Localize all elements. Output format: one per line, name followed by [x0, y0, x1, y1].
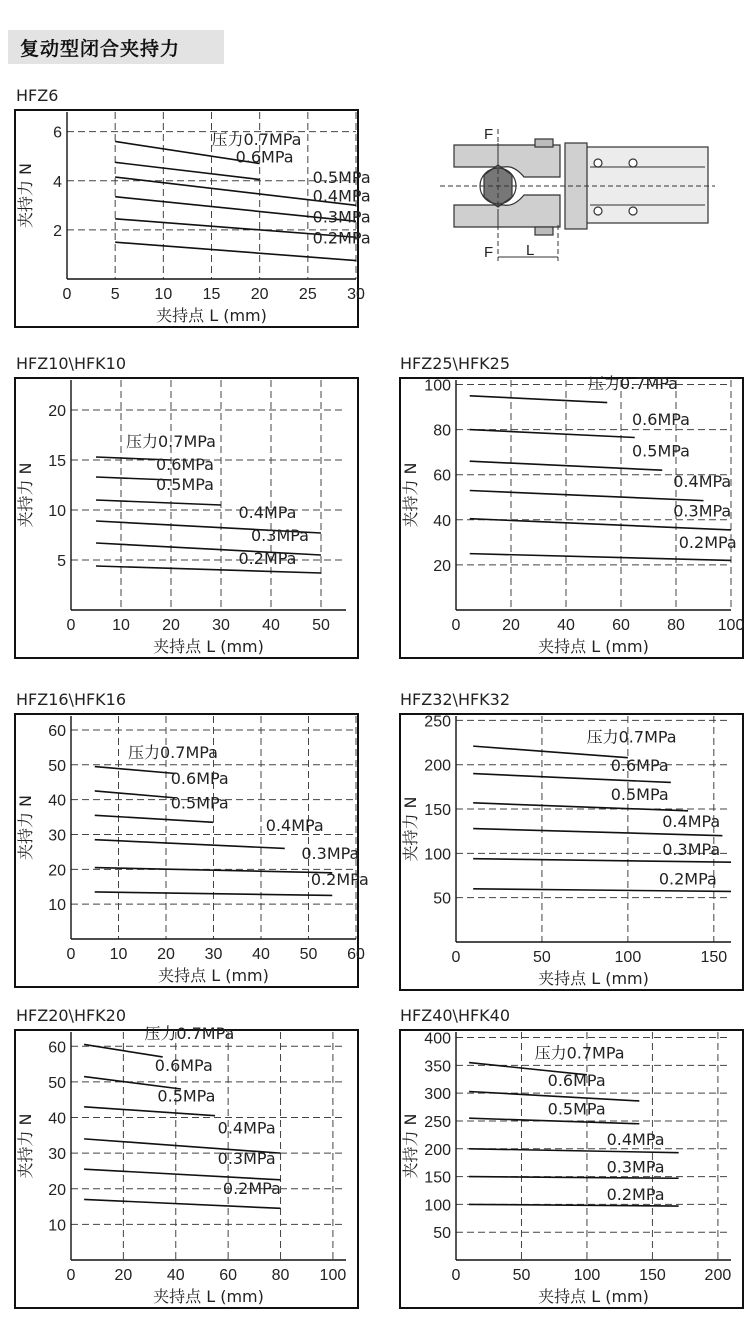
series-label-0.7MPa: 压力0.7MPa	[534, 1043, 625, 1063]
x-tick-label: 20	[162, 617, 180, 634]
y-axis-label: 夹持力 N	[16, 462, 35, 528]
x-tick-label: 0	[66, 1267, 76, 1284]
y-tick-label: 2	[53, 222, 62, 240]
series-label-0.3MPa: 0.3MPa	[217, 1148, 276, 1168]
series-label-0.5MPa: 0.5MPa	[157, 1086, 216, 1106]
y-tick-label: 80	[433, 422, 451, 440]
series-label-0.7MPa: 压力0.7MPa	[144, 1024, 235, 1044]
series-label-0.3MPa: 0.3MPa	[606, 1157, 665, 1177]
chart-title-hfz20: HFZ20\HFK20	[16, 1006, 127, 1025]
y-tick-label: 30	[48, 1146, 66, 1164]
y-tick-label: 20	[48, 862, 66, 880]
y-tick-label: 150	[424, 1169, 451, 1187]
x-tick-label: 20	[114, 1267, 133, 1284]
y-tick-label: 200	[424, 757, 451, 775]
x-tick-label: 30	[347, 286, 365, 303]
y-tick-label: 60	[48, 722, 66, 740]
page-title: 复动型闭合夹持力	[20, 38, 181, 60]
y-axis-label: 夹持力 N	[401, 462, 420, 528]
y-tick-label: 4	[53, 173, 62, 191]
series-label-0.4MPa: 0.4MPa	[238, 503, 297, 522]
x-tick-label: 50	[312, 617, 330, 634]
y-tick-label: 10	[48, 1217, 66, 1235]
series-label-0.6MPa: 0.6MPa	[235, 147, 294, 167]
chart-6	[400, 1030, 743, 1308]
series-label-0.4MPa: 0.4MPa	[673, 472, 732, 492]
x-tick-label: 0	[451, 949, 461, 966]
series-label-0.5MPa: 0.5MPa	[312, 168, 371, 188]
x-tick-label: 0	[451, 1267, 461, 1284]
series-label-0.5MPa: 0.5MPa	[547, 1099, 606, 1119]
series-label-0.4MPa: 0.4MPa	[662, 811, 721, 831]
series-label-0.3MPa: 0.3MPa	[251, 526, 309, 545]
chart-title-hfz6: HFZ6	[16, 86, 59, 105]
x-axis-label: 夹持点 L (mm)	[538, 969, 649, 988]
y-tick-label: 200	[424, 1141, 451, 1159]
x-tick-label: 10	[154, 286, 173, 303]
x-axis-label: 夹持点 L (mm)	[538, 637, 649, 656]
chart-0	[15, 110, 371, 327]
y-tick-label: 100	[424, 846, 451, 864]
series-label-0.2MPa: 0.2MPa	[658, 869, 717, 889]
series-label-0.2MPa: 0.2MPa	[678, 532, 737, 552]
chart-4	[400, 713, 743, 990]
x-tick-label: 60	[612, 617, 630, 634]
y-tick-label: 10	[48, 897, 66, 915]
x-tick-label: 10	[109, 946, 128, 963]
y-tick-label: 50	[48, 1074, 66, 1092]
series-label-0.4MPa: 0.4MPa	[312, 186, 371, 206]
x-tick-label: 50	[533, 949, 551, 966]
series-label-0.5MPa: 0.5MPa	[632, 441, 690, 461]
x-tick-label: 5	[110, 286, 120, 303]
chart-title-hfz40: HFZ40\HFK40	[400, 1006, 511, 1025]
series-label-0.4MPa: 0.4MPa	[265, 815, 324, 835]
x-tick-label: 50	[512, 1267, 531, 1284]
chart-3	[15, 714, 369, 987]
series-label-0.2MPa: 0.2MPa	[606, 1184, 665, 1204]
series-label-0.2MPa: 0.2MPa	[222, 1179, 281, 1199]
chart-1	[15, 378, 358, 658]
x-axis-label: 夹持点 L (mm)	[153, 637, 264, 656]
chart-title-hfz25: HFZ25\HFK25	[400, 354, 511, 373]
y-tick-label: 60	[433, 467, 451, 485]
series-label-0.6MPa: 0.6MPa	[154, 1056, 213, 1076]
x-axis-label: 夹持点 L (mm)	[538, 1287, 649, 1306]
y-tick-label: 20	[48, 1181, 66, 1199]
x-tick-label: 40	[166, 1267, 185, 1284]
series-label-0.4MPa: 0.4MPa	[217, 1118, 276, 1138]
series-label-0.3MPa: 0.3MPa	[312, 207, 371, 227]
chart-title-hfz32: HFZ32\HFK32	[400, 690, 511, 709]
x-tick-label: 100	[717, 617, 745, 634]
y-tick-label: 15	[48, 453, 66, 470]
x-tick-label: 40	[262, 617, 280, 634]
y-tick-label: 20	[48, 403, 66, 420]
chart-title-hfz16: HFZ16\HFK16	[16, 690, 127, 709]
series-label-0.3MPa: 0.3MPa	[662, 840, 721, 860]
x-axis-label: 夹持点 L (mm)	[153, 1287, 264, 1306]
x-tick-label: 150	[700, 949, 728, 966]
y-tick-label: 150	[424, 802, 451, 820]
series-label-0.2MPa: 0.2MPa	[238, 549, 297, 568]
y-tick-label: 250	[424, 1113, 451, 1131]
series-label-0.6MPa: 0.6MPa	[632, 410, 690, 430]
x-tick-label: 40	[557, 617, 575, 634]
chart-title-hfz10: HFZ10\HFK10	[16, 354, 127, 373]
y-tick-label: 60	[48, 1039, 66, 1057]
series-label-0.7MPa: 压力0.7MPa	[211, 130, 302, 150]
force-label-bottom: F	[484, 244, 494, 261]
y-tick-label: 250	[424, 713, 451, 731]
series-label-0.3MPa: 0.3MPa	[301, 843, 360, 863]
y-tick-label: 100	[424, 1197, 451, 1215]
x-tick-label: 0	[451, 617, 461, 634]
y-tick-label: 350	[424, 1058, 451, 1076]
series-label-0.6MPa: 0.6MPa	[156, 455, 214, 474]
x-tick-label: 0	[66, 946, 76, 963]
y-tick-label: 40	[48, 792, 66, 810]
y-tick-label: 30	[48, 827, 66, 845]
series-label-0.2MPa: 0.2MPa	[312, 228, 371, 248]
y-axis-label: 夹持力 N	[401, 796, 420, 862]
series-label-0.5MPa: 0.5MPa	[170, 793, 229, 813]
x-tick-label: 25	[298, 286, 317, 303]
x-tick-label: 10	[112, 617, 130, 634]
y-tick-label: 50	[433, 1225, 451, 1243]
series-label-0.3MPa: 0.3MPa	[673, 501, 732, 521]
chart-2	[400, 374, 744, 658]
y-tick-label: 50	[433, 890, 451, 908]
x-tick-label: 15	[202, 286, 221, 303]
series-label-0.6MPa: 0.6MPa	[610, 755, 669, 775]
x-tick-label: 100	[614, 949, 642, 966]
y-tick-label: 300	[424, 1086, 451, 1104]
y-axis-label: 夹持力 N	[16, 794, 35, 861]
x-tick-label: 30	[204, 946, 223, 963]
length-label: L	[526, 242, 535, 259]
y-tick-label: 400	[424, 1030, 451, 1048]
y-tick-label: 100	[424, 377, 451, 395]
y-tick-label: 50	[48, 757, 66, 775]
y-tick-label: 6	[53, 124, 62, 142]
series-label-0.4MPa: 0.4MPa	[606, 1129, 665, 1149]
x-tick-label: 20	[157, 946, 175, 963]
y-tick-label: 40	[48, 1110, 66, 1128]
force-label-top: F	[484, 126, 494, 143]
x-tick-label: 60	[347, 946, 365, 963]
x-tick-label: 150	[639, 1267, 666, 1284]
series-label-0.7MPa: 压力0.7MPa	[128, 742, 218, 762]
x-tick-label: 60	[219, 1267, 238, 1284]
y-tick-label: 40	[433, 512, 451, 530]
x-tick-label: 30	[212, 617, 230, 634]
x-axis-label: 夹持点 L (mm)	[158, 966, 269, 985]
series-label-0.5MPa: 0.5MPa	[610, 785, 669, 805]
series-label-0.5MPa: 0.5MPa	[156, 475, 214, 494]
series-label-0.7MPa: 压力0.7MPa	[588, 374, 678, 394]
x-tick-label: 20	[502, 617, 520, 634]
x-tick-label: 200	[704, 1267, 732, 1284]
x-tick-label: 0	[66, 617, 76, 634]
y-axis-label: 夹持力 N	[16, 1113, 35, 1179]
series-label-0.2MPa: 0.2MPa	[310, 869, 369, 889]
x-tick-label: 100	[319, 1267, 347, 1284]
x-tick-label: 40	[252, 946, 270, 963]
x-axis-label: 夹持点 L (mm)	[156, 306, 267, 325]
x-tick-label: 100	[573, 1267, 601, 1284]
y-axis-label: 夹持力 N	[16, 162, 35, 229]
chart-frame	[15, 378, 358, 658]
chart-5	[15, 1024, 358, 1308]
x-tick-label: 50	[299, 946, 318, 963]
series-label-0.6MPa: 0.6MPa	[547, 1070, 606, 1090]
x-tick-label: 80	[271, 1267, 290, 1284]
y-tick-label: 20	[433, 557, 451, 575]
series-label-0.6MPa: 0.6MPa	[170, 768, 229, 788]
y-tick-label: 10	[48, 503, 66, 520]
y-axis-label: 夹持力 N	[401, 1113, 420, 1179]
series-label-0.7MPa: 压力0.7MPa	[586, 727, 677, 747]
x-tick-label: 0	[62, 286, 72, 303]
y-tick-label: 5	[57, 553, 66, 570]
series-label-0.7MPa: 压力0.7MPa	[126, 432, 216, 451]
x-tick-label: 80	[667, 617, 685, 634]
x-tick-label: 20	[250, 286, 269, 303]
